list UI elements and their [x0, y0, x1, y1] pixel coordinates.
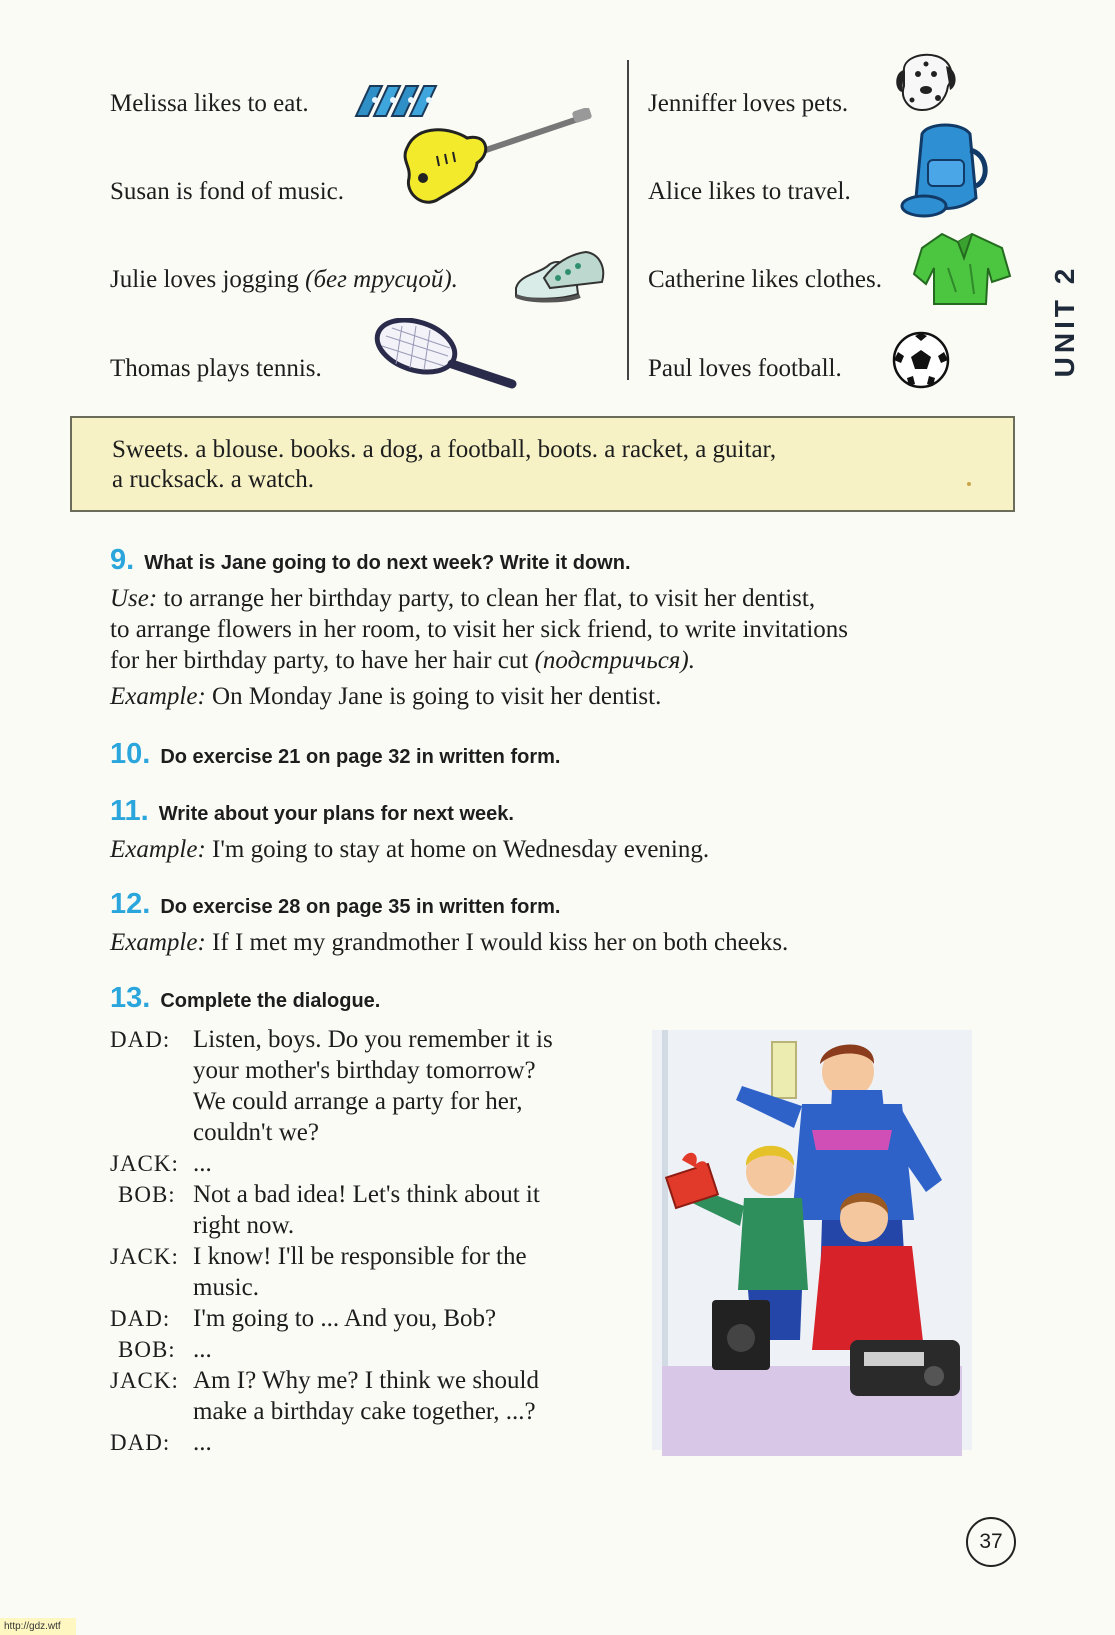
exercise-10-heading	[110, 738, 560, 771]
hobby-catherine: Catherine likes clothes.	[648, 266, 882, 293]
hobby-julie	[110, 264, 458, 295]
exercise-13-number: 13.	[110, 982, 151, 1014]
dialogue-line: Listen, boys. Do you remember it is	[193, 1026, 553, 1053]
dialogue-speaker: BOB:	[118, 1182, 176, 1207]
use-text-1: to arrange her birthday party, to clean her flat, to visit her dentist,	[163, 585, 816, 612]
dialogue-speaker: BOB:	[118, 1337, 176, 1362]
exercise-10-number: 10.	[110, 738, 151, 770]
exercise-9-use-line-2: to arrange flowers in her room, to visit her sick friend, to write invitations	[110, 616, 849, 643]
hobby-alice: Alice likes to travel.	[648, 178, 851, 205]
example-text: If I met my grandmother I would kiss her on both cheeks.	[212, 929, 789, 956]
example-text: On Monday Jane is going to visit her dentist.	[212, 683, 662, 710]
dialogue-line: right now.	[193, 1212, 295, 1239]
hobby-paul: Paul loves football.	[648, 355, 842, 382]
dialogue-line: music.	[193, 1274, 259, 1301]
exercise-13-title: Complete the dialogue.	[160, 990, 381, 1012]
box-dot	[967, 482, 971, 486]
column-divider	[627, 60, 629, 380]
exercise-9-example	[110, 681, 661, 712]
hobby-melissa: Melissa likes to eat.	[110, 90, 309, 117]
hobby-julie-note: (бег трусцой).	[305, 266, 458, 293]
exercise-12-number: 12.	[110, 888, 151, 920]
word-box	[70, 416, 1015, 512]
exercise-9-use-line-3	[110, 645, 695, 676]
sneakers-icon	[510, 244, 610, 308]
example-label: Example:	[110, 929, 206, 956]
unit-label-text: UNIT 2	[1049, 264, 1080, 378]
dialogue-speaker: JACK:	[110, 1151, 179, 1176]
rucksack-icon	[898, 120, 994, 220]
exercise-11-number: 11.	[110, 795, 149, 827]
dialogue-speaker: JACK:	[110, 1244, 179, 1269]
exercise-12-title: Do exercise 28 on page 35 in written form.	[160, 896, 561, 918]
exercise-13-heading	[110, 982, 380, 1015]
blouse-icon	[912, 228, 1012, 310]
use-text-3: for her birthday party, to have her hair cut	[110, 647, 529, 674]
exercise-9-use-line-1	[110, 583, 815, 614]
example-label: Example:	[110, 683, 206, 710]
dialogue-line: ...	[193, 1150, 212, 1177]
unit-label	[1045, 256, 1085, 386]
family-illustration	[652, 1020, 992, 1480]
dialogue-line: I'm going to ... And you, Bob?	[193, 1305, 497, 1332]
dialogue-line: We could arrange a party for her,	[193, 1088, 523, 1115]
dialogue-line: make a birthday cake together, ...?	[193, 1398, 536, 1425]
exercise-11-heading	[110, 795, 514, 828]
hobby-jenniffer: Jenniffer loves pets.	[648, 90, 849, 117]
dialogue-line: ...	[193, 1429, 212, 1456]
use-note: (подстричься).	[534, 647, 695, 674]
page-number: 37	[966, 1517, 1016, 1567]
dialogue-speaker: JACK:	[110, 1368, 179, 1393]
dialogue-line: couldn't we?	[193, 1119, 319, 1146]
dialogue-line: Am I? Why me? I think we should	[193, 1367, 539, 1394]
dialogue-line: ...	[193, 1336, 212, 1363]
exercise-10-title: Do exercise 21 on page 32 in written form.	[160, 746, 561, 768]
hobby-julie-text: Julie loves jogging	[110, 266, 299, 293]
exercise-9-title: What is Jane going to do next week? Write it down.	[144, 552, 631, 574]
exercise-11-example	[110, 834, 709, 865]
exercise-9-number: 9.	[110, 544, 135, 576]
racket-icon	[372, 318, 522, 390]
watermark-url: http://gdz.wtf	[0, 1618, 76, 1635]
dialogue-line: I know! I'll be responsible for the	[193, 1243, 527, 1270]
dog-icon	[892, 52, 960, 116]
dialogue-speaker: DAD:	[110, 1430, 171, 1455]
word-box-line-1: Sweets. a blouse. books. a dog, a football, boots. a racket, a guitar,	[112, 436, 777, 463]
exercise-9-heading	[110, 544, 631, 577]
exercise-11-title: Write about your plans for next week.	[158, 803, 514, 825]
example-text: I'm going to stay at home on Wednesday evening.	[212, 836, 710, 863]
dialogue-speaker: DAD:	[110, 1306, 171, 1331]
dialogue-line: Not a bad idea! Let's think about it	[193, 1181, 540, 1208]
hobby-susan: Susan is fond of music.	[110, 178, 345, 205]
example-label: Example:	[110, 836, 206, 863]
hobby-thomas: Thomas plays tennis.	[110, 355, 322, 382]
exercise-12-example	[110, 927, 788, 958]
word-box-line-2: a rucksack. a watch.	[112, 466, 314, 493]
use-label: Use:	[110, 585, 158, 612]
exercise-12-heading	[110, 888, 560, 921]
guitar-icon	[397, 108, 597, 210]
dialogue-line: your mother's birthday tomorrow?	[193, 1057, 536, 1084]
football-icon	[891, 330, 951, 390]
dialogue-speaker: DAD:	[110, 1027, 171, 1052]
